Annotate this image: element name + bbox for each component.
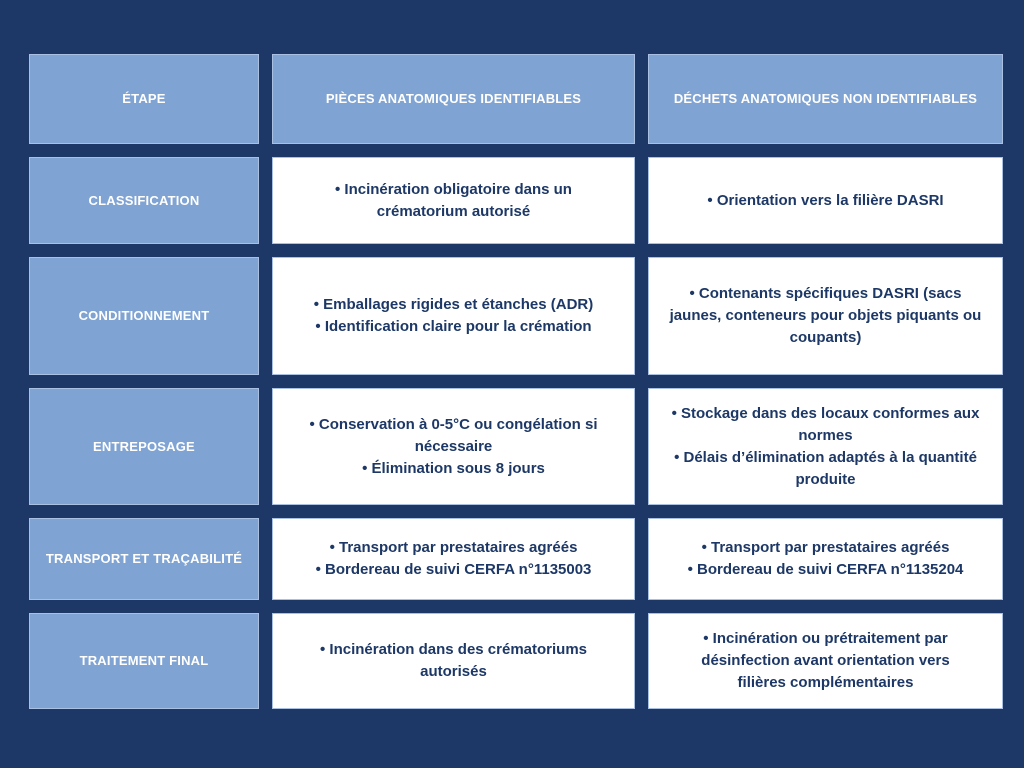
cell-line: • Incinération dans des crématoriums [320,641,587,658]
header-non-identifiable-label: DÉCHETS ANATOMIQUES NON IDENTIFIABLES [673,91,978,106]
traitement-non-identifiable [648,613,1003,709]
cell-line: autorisés [420,663,487,680]
cell-line: • Contenants spécifiques DASRI (sacs [689,285,962,302]
classification-identifiable [272,157,635,244]
step-traitement-final [29,613,259,709]
cell-line: • Transport par prestataires agréés [329,539,578,556]
cell-line: désinfection avant orientation vers [701,652,950,669]
step-label: CONDITIONNEMENT [78,308,210,323]
cell-line: normes [798,426,853,444]
header-step-label: ÉTAPE [122,91,166,106]
cell-line: • Stockage dans des locaux conformes aux [671,404,980,422]
cell-line: • Emballages rigides et étanches (ADR) [313,296,594,313]
cell-line: • Bordereau de suivi CERFA n°1135003 [315,561,592,578]
entreposage-identifiable [272,388,635,505]
step-label: TRAITEMENT FINAL [79,653,209,668]
cell-line: • Transport par prestataires agréés [701,539,950,556]
cell-line: filières complémentaires [737,674,914,691]
step-label: CLASSIFICATION [88,192,200,208]
entreposage-non-identifiable [648,388,1003,505]
classification-non-identifiable [648,157,1003,244]
cell-line: coupants) [789,329,862,346]
cell-line: • Élimination sous 8 jours [362,459,545,477]
step-entreposage [29,388,259,505]
header-identifiable-label: PIÈCES ANATOMIQUES IDENTIFIABLES [325,91,582,106]
cell-line: • Bordereau de suivi CERFA n°1135204 [687,561,964,578]
step-label: TRANSPORT ET TRAÇABILITÉ [45,551,243,566]
cell-line: • Identification claire pour la crémation [315,318,592,335]
transport-identifiable [272,518,635,600]
conditionnement-identifiable [272,257,635,375]
cell-line: crématorium autorisé [376,202,531,220]
cell-line: • Conservation à 0-5°C ou congélation si [309,415,598,433]
step-transport [29,518,259,600]
cell-line: produite [795,470,856,488]
step-label: ENTREPOSAGE [93,438,195,454]
cell-line: • Incinération ou prétraitement par [703,630,948,647]
header-identifiable [272,54,635,144]
cell-line: • Délais d’élimination adaptés à la quantité [674,448,977,466]
cell-line: nécessaire [414,437,493,455]
transport-non-identifiable [648,518,1003,600]
step-classification [29,157,259,244]
cell-line: • Incinération obligatoire dans un [335,180,572,198]
conditionnement-non-identifiable [648,257,1003,375]
step-conditionnement [29,257,259,375]
cell-line: • Orientation vers la filière DASRI [707,191,944,209]
traitement-identifiable [272,613,635,709]
header-non-identifiable [648,54,1003,144]
header-step [29,54,259,144]
cell-line: jaunes, conteneurs pour objets piquants ou [669,307,982,324]
